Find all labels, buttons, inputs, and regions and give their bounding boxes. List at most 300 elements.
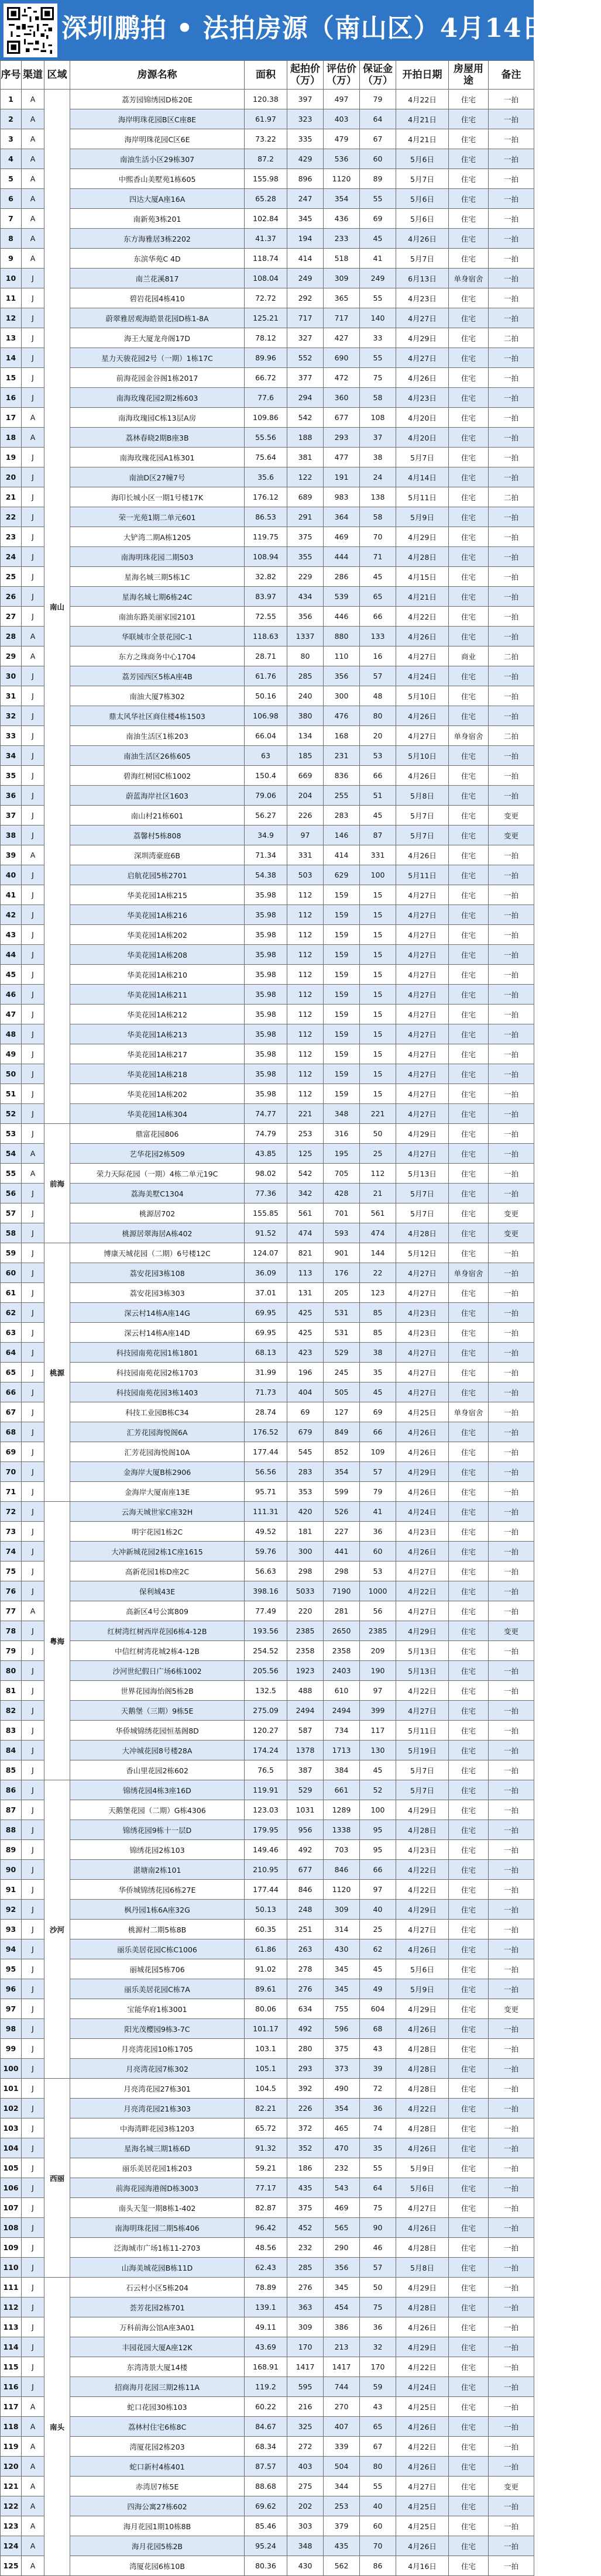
cell-area: 124.07 — [245, 1243, 287, 1263]
cell-auction-time: 4月27日 — [396, 1084, 449, 1104]
cell-index: 48 — [1, 1024, 22, 1044]
cell-deposit: 65 — [360, 587, 396, 607]
cell-appraisal: 526 — [324, 1502, 360, 1522]
cell-area: 66.04 — [245, 726, 287, 746]
cell-auction-time: 4月28日 — [396, 2059, 449, 2079]
cell-source: J — [22, 2258, 44, 2278]
cell-appraisal: 255 — [324, 786, 360, 806]
cell-area: 139.1 — [245, 2298, 287, 2317]
cell-remark: 一拍 — [489, 1164, 534, 1184]
cell-deposit: 72 — [360, 2079, 396, 2099]
cell-name: 万科前海公馆A座3A01 — [70, 2317, 245, 2337]
cell-deposit: 57 — [360, 2258, 396, 2278]
table-row — [1, 2099, 534, 2118]
cell-usage: 住宅 — [449, 985, 489, 1005]
table-row — [1, 1522, 534, 1542]
cell-start-price: 492 — [287, 2019, 324, 2039]
cell-remark: 一拍 — [489, 527, 534, 547]
cell-deposit: 74 — [360, 2118, 396, 2138]
cell-index: 2 — [1, 109, 22, 129]
cell-name: 星海名城三期5栋1C — [70, 567, 245, 587]
cell-remark: 一拍 — [489, 1184, 534, 1203]
col-header-usage: 房屋用途 — [449, 61, 489, 90]
cell-source: J — [22, 567, 44, 587]
cell-deposit: 79 — [360, 1482, 396, 1502]
table-row — [1, 507, 534, 527]
cell-usage: 住宅 — [449, 1661, 489, 1681]
cell-auction-time: 4月23日 — [396, 1323, 449, 1343]
cell-index: 49 — [1, 1044, 22, 1064]
cell-appraisal: 436 — [324, 209, 360, 229]
cell-start-price: 348 — [287, 2536, 324, 2556]
cell-index: 16 — [1, 388, 22, 408]
cell-area: 96.42 — [245, 2218, 287, 2238]
cell-area: 80.06 — [245, 1999, 287, 2019]
cell-area: 59.76 — [245, 1542, 287, 1562]
cell-name: 华美花园1A栋218 — [70, 1064, 245, 1084]
table-row — [1, 965, 534, 985]
cell-auction-time: 5月13日 — [396, 1641, 449, 1661]
cell-start-price: 186 — [287, 2158, 324, 2178]
cell-remark: 一拍 — [489, 448, 534, 467]
cell-deposit: 15 — [360, 1064, 396, 1084]
cell-remark: 一拍 — [489, 169, 534, 189]
cell-start-price: 202 — [287, 2496, 324, 2516]
cell-deposit: 45 — [360, 567, 396, 587]
cell-usage: 商业 — [449, 646, 489, 666]
cell-start-price: 112 — [287, 925, 324, 945]
cell-appraisal: 441 — [324, 1542, 360, 1562]
cell-source: J — [22, 527, 44, 547]
cell-usage: 住宅 — [449, 1223, 489, 1243]
cell-name: 保利城43E — [70, 1581, 245, 1601]
cell-remark: 一拍 — [489, 348, 534, 368]
cell-name: 南海玫瑰园C栋13层A房 — [70, 408, 245, 428]
cell-usage: 住宅 — [449, 806, 489, 826]
cell-name: 锦绣花园9栋十一层D — [70, 1820, 245, 1840]
cell-index: 86 — [1, 1780, 22, 1800]
table-row — [1, 1979, 534, 1999]
cell-name: 南油大厦7栋302 — [70, 686, 245, 706]
cell-deposit: 561 — [360, 1203, 396, 1223]
cell-auction-time: 4月28日 — [396, 2298, 449, 2317]
cell-auction-time: 4月26日 — [396, 2457, 449, 2477]
cell-remark: 一拍 — [489, 2437, 534, 2457]
table-row — [1, 2377, 534, 2397]
cell-appraisal: 360 — [324, 388, 360, 408]
cell-deposit: 46 — [360, 2238, 396, 2258]
cell-usage: 住宅 — [449, 2397, 489, 2417]
cell-auction-time: 4月27日 — [396, 1363, 449, 1382]
table-row — [1, 1084, 534, 1104]
cell-area: 56.63 — [245, 1562, 287, 1581]
cell-index: 83 — [1, 1721, 22, 1741]
cell-remark: 一拍 — [489, 965, 534, 985]
cell-source: J — [22, 2138, 44, 2158]
cell-district: 前海 — [44, 1124, 70, 1243]
cell-auction-time: 4月26日 — [396, 2317, 449, 2337]
cell-usage: 住宅 — [449, 368, 489, 388]
cell-source: J — [22, 1223, 44, 1243]
cell-index: 84 — [1, 1741, 22, 1760]
cell-usage: 住宅 — [449, 1900, 489, 1920]
cell-usage: 住宅 — [449, 507, 489, 527]
table-row — [1, 2556, 534, 2576]
cell-name: 启航花园5栋2701 — [70, 865, 245, 885]
cell-remark: 二拍 — [489, 328, 534, 348]
cell-remark: 一拍 — [489, 945, 534, 965]
cell-area: 89.96 — [245, 348, 287, 368]
cell-area: 193.56 — [245, 1621, 287, 1641]
cell-auction-time: 4月25日 — [396, 2516, 449, 2536]
cell-start-price: 452 — [287, 2218, 324, 2238]
cell-auction-time: 4月14日 — [396, 467, 449, 487]
cell-index: 102 — [1, 2099, 22, 2118]
table-row — [1, 368, 534, 388]
cell-deposit: 22 — [360, 1263, 396, 1283]
cell-area: 37.01 — [245, 1283, 287, 1303]
cell-area: 72.55 — [245, 607, 287, 627]
cell-index: 75 — [1, 1562, 22, 1581]
cell-index: 58 — [1, 1223, 22, 1243]
table-row — [1, 1442, 534, 1462]
cell-deposit: 50 — [360, 1124, 396, 1144]
cell-name: 中海湾畔花园3栋1203 — [70, 2118, 245, 2138]
cell-appraisal: 231 — [324, 746, 360, 766]
cell-start-price: 1337 — [287, 627, 324, 646]
cell-index: 33 — [1, 726, 22, 746]
cell-index: 111 — [1, 2278, 22, 2298]
cell-usage: 住宅 — [449, 2138, 489, 2158]
cell-index: 92 — [1, 1900, 22, 1920]
cell-deposit: 100 — [360, 1800, 396, 1820]
cell-index: 80 — [1, 1661, 22, 1681]
cell-start-price: 134 — [287, 726, 324, 746]
cell-deposit: 36 — [360, 2099, 396, 2118]
cell-deposit: 51 — [360, 786, 396, 806]
cell-remark: 一拍 — [489, 1979, 534, 1999]
cell-deposit: 49 — [360, 1979, 396, 1999]
cell-appraisal: 717 — [324, 308, 360, 328]
cell-area: 83.97 — [245, 587, 287, 607]
cell-start-price: 392 — [287, 2079, 324, 2099]
cell-auction-time: 5月6日 — [396, 2178, 449, 2198]
table-row — [1, 2457, 534, 2477]
cell-deposit: 15 — [360, 885, 396, 905]
cell-area: 74.79 — [245, 1124, 287, 1144]
cell-usage: 住宅 — [449, 2278, 489, 2298]
cell-usage: 住宅 — [449, 1681, 489, 1701]
cell-area: 95.71 — [245, 1482, 287, 1502]
cell-appraisal: 146 — [324, 826, 360, 845]
cell-source: J — [22, 368, 44, 388]
cell-appraisal: 2358 — [324, 1641, 360, 1661]
cell-index: 35 — [1, 766, 22, 786]
cell-remark: 一拍 — [489, 547, 534, 567]
cell-start-price: 1923 — [287, 1661, 324, 1681]
cell-source: J — [22, 1780, 44, 1800]
cell-area: 50.13 — [245, 1900, 287, 1920]
cell-appraisal: 880 — [324, 627, 360, 646]
cell-area: 61.86 — [245, 1939, 287, 1959]
cell-remark: 一拍 — [489, 885, 534, 905]
cell-auction-time: 4月27日 — [396, 1601, 449, 1621]
cell-remark: 一拍 — [489, 786, 534, 806]
cell-auction-time: 4月29日 — [396, 1999, 449, 2019]
cell-usage: 住宅 — [449, 308, 489, 328]
cell-index: 20 — [1, 467, 22, 487]
cell-auction-time: 4月21日 — [396, 109, 449, 129]
cell-remark: 一拍 — [489, 1959, 534, 1979]
cell-remark: 一拍 — [489, 567, 534, 587]
cell-index: 94 — [1, 1939, 22, 1959]
cell-usage: 住宅 — [449, 885, 489, 905]
table-row — [1, 985, 534, 1005]
cell-index: 82 — [1, 1701, 22, 1721]
cell-index: 4 — [1, 149, 22, 169]
cell-auction-time: 5月11日 — [396, 487, 449, 507]
cell-source: J — [22, 1661, 44, 1681]
cell-deposit: 25 — [360, 1920, 396, 1939]
cell-usage: 住宅 — [449, 1323, 489, 1343]
cell-source: J — [22, 2298, 44, 2317]
table-row — [1, 1382, 534, 1402]
cell-deposit: 45 — [360, 229, 396, 249]
cell-auction-time: 4月21日 — [396, 587, 449, 607]
cell-index: 32 — [1, 706, 22, 726]
cell-source: J — [22, 1343, 44, 1363]
cell-name: 汇芳花园海悦阁6A — [70, 1422, 245, 1442]
cell-name: 东方海雅居3栋2202 — [70, 229, 245, 249]
property-table — [0, 60, 534, 2576]
cell-source: J — [22, 2099, 44, 2118]
cell-deposit: 43 — [360, 2039, 396, 2059]
cell-deposit: 117 — [360, 1721, 396, 1741]
cell-start-price: 216 — [287, 2397, 324, 2417]
cell-usage: 住宅 — [449, 1741, 489, 1760]
cell-source: J — [22, 587, 44, 607]
cell-index: 7 — [1, 209, 22, 229]
cell-source: J — [22, 328, 44, 348]
cell-appraisal: 191 — [324, 467, 360, 487]
cell-name: 明宇花园1栋2C — [70, 1522, 245, 1542]
table-row — [1, 2477, 534, 2496]
cell-start-price: 542 — [287, 408, 324, 428]
cell-source: A — [22, 2417, 44, 2437]
cell-index: 124 — [1, 2536, 22, 2556]
cell-remark: 一拍 — [489, 905, 534, 925]
cell-area: 75.64 — [245, 448, 287, 467]
cell-name: 东湾湾景大厦14楼 — [70, 2357, 245, 2377]
cell-area: 35.98 — [245, 1005, 287, 1024]
cell-usage: 住宅 — [449, 1840, 489, 1860]
cell-appraisal: 159 — [324, 925, 360, 945]
cell-auction-time: 4月26日 — [396, 706, 449, 726]
cell-start-price: 896 — [287, 169, 324, 189]
cell-deposit: 221 — [360, 1104, 396, 1124]
cell-usage: 住宅 — [449, 288, 489, 308]
cell-area: 91.52 — [245, 1223, 287, 1243]
cell-name: 蛇口花园30栋103 — [70, 2397, 245, 2417]
cell-remark: 一拍 — [489, 1323, 534, 1343]
cell-name: 华侨城锦绣花园6栋27E — [70, 1880, 245, 1900]
cell-remark: 一拍 — [489, 2357, 534, 2377]
cell-usage: 住宅 — [449, 1243, 489, 1263]
cell-usage: 住宅 — [449, 786, 489, 806]
cell-deposit: 16 — [360, 646, 396, 666]
cell-usage: 住宅 — [449, 1701, 489, 1721]
cell-usage: 住宅 — [449, 746, 489, 766]
cell-area: 87.57 — [245, 2457, 287, 2477]
cell-index: 56 — [1, 1184, 22, 1203]
cell-appraisal: 375 — [324, 2039, 360, 2059]
cell-appraisal: 836 — [324, 766, 360, 786]
cell-name: 湾厦花园2栋203 — [70, 2437, 245, 2457]
cell-deposit: 130 — [360, 1741, 396, 1760]
cell-index: 96 — [1, 1979, 22, 1999]
cell-remark: 一拍 — [489, 2079, 534, 2099]
cell-name: 南油生活小区29栋307 — [70, 149, 245, 169]
cell-source: J — [22, 487, 44, 507]
table-row — [1, 1243, 534, 1263]
cell-name: 华美花园1A栋202 — [70, 1084, 245, 1104]
cell-appraisal: 364 — [324, 507, 360, 527]
cell-index: 18 — [1, 428, 22, 448]
cell-area: 60.22 — [245, 2397, 287, 2417]
table-row — [1, 2258, 534, 2278]
cell-area: 95.24 — [245, 2536, 287, 2556]
cell-area: 35.98 — [245, 985, 287, 1005]
cell-name: 大冲新城花园2栋1C座1615 — [70, 1542, 245, 1562]
cell-usage: 住宅 — [449, 2477, 489, 2496]
cell-district: 南头 — [44, 2278, 70, 2576]
cell-source: J — [22, 1402, 44, 1422]
cell-source: J — [22, 388, 44, 408]
cell-start-price: 112 — [287, 965, 324, 985]
cell-remark: 一拍 — [489, 1482, 534, 1502]
cell-source: J — [22, 1323, 44, 1343]
cell-remark: 变更 — [489, 806, 534, 826]
table-row — [1, 1482, 534, 1502]
cell-source: J — [22, 1104, 44, 1124]
cell-remark: 一拍 — [489, 2417, 534, 2437]
cell-source: J — [22, 1840, 44, 1860]
cell-start-price: 220 — [287, 1601, 324, 1621]
cell-source: J — [22, 1124, 44, 1144]
cell-auction-time: 5月7日 — [396, 1760, 449, 1780]
cell-deposit: 60 — [360, 1542, 396, 1562]
cell-start-price: 112 — [287, 905, 324, 925]
cell-appraisal: 1713 — [324, 1741, 360, 1760]
cell-remark: 变更 — [489, 2477, 534, 2496]
cell-remark: 一拍 — [489, 746, 534, 766]
cell-auction-time: 4月24日 — [396, 2377, 449, 2397]
cell-appraisal: 983 — [324, 487, 360, 507]
cell-deposit: 15 — [360, 1084, 396, 1104]
cell-auction-time: 5月6日 — [396, 209, 449, 229]
cell-source: J — [22, 547, 44, 567]
cell-index: 3 — [1, 129, 22, 149]
cell-index: 30 — [1, 666, 22, 686]
cell-remark: 变更 — [489, 826, 534, 845]
cell-source: A — [22, 249, 44, 269]
cell-deposit: 43 — [360, 2397, 396, 2417]
cell-auction-time: 4月22日 — [396, 1681, 449, 1701]
table-row — [1, 2496, 534, 2516]
cell-remark: 一拍 — [489, 2377, 534, 2397]
cell-deposit: 66 — [360, 1860, 396, 1880]
cell-remark: 一拍 — [489, 1840, 534, 1860]
cell-deposit: 133 — [360, 627, 396, 646]
cell-start-price: 309 — [287, 2317, 324, 2337]
cell-name: 南海明珠花园二期503 — [70, 547, 245, 567]
cell-name: 博康天城花园（二期）6号楼12C — [70, 1243, 245, 1263]
cell-auction-time: 4月28日 — [396, 2238, 449, 2258]
cell-auction-time: 5月9日 — [396, 1979, 449, 1999]
cell-area: 119.2 — [245, 2377, 287, 2397]
cell-name: 荔海美墅C1304 — [70, 1184, 245, 1203]
cell-remark: 一拍 — [489, 2178, 534, 2198]
cell-appraisal: 110 — [324, 646, 360, 666]
cell-name: 南兰花溪817 — [70, 269, 245, 288]
cell-deposit: 138 — [360, 487, 396, 507]
table-row — [1, 2158, 534, 2178]
cell-auction-time: 4月27日 — [396, 1382, 449, 1402]
cell-start-price: 112 — [287, 885, 324, 905]
cell-name: 华美花园1A栋210 — [70, 965, 245, 985]
cell-usage: 住宅 — [449, 448, 489, 467]
cell-name: 丽乐美居花园C栋7A — [70, 1979, 245, 1999]
cell-usage: 住宅 — [449, 2377, 489, 2397]
cell-remark: 一拍 — [489, 189, 534, 209]
cell-deposit: 48 — [360, 686, 396, 706]
table-row — [1, 1422, 534, 1442]
cell-appraisal: 2494 — [324, 1701, 360, 1721]
cell-usage: 住宅 — [449, 2536, 489, 2556]
cell-deposit: 69 — [360, 209, 396, 229]
cell-appraisal: 356 — [324, 666, 360, 686]
cell-usage: 住宅 — [449, 2158, 489, 2178]
cell-remark: 一拍 — [489, 1144, 534, 1164]
cell-source: J — [22, 865, 44, 885]
cell-remark: 一拍 — [489, 249, 534, 269]
cell-start-price: 821 — [287, 1243, 324, 1263]
cell-deposit: 21 — [360, 1184, 396, 1203]
cell-name: 泛海城市广场1栋11-2703 — [70, 2238, 245, 2258]
cell-remark: 一拍 — [489, 1920, 534, 1939]
cell-usage: 住宅 — [449, 2099, 489, 2118]
cell-usage: 住宅 — [449, 1084, 489, 1104]
cell-usage: 住宅 — [449, 2258, 489, 2278]
table-row — [1, 109, 534, 129]
cell-area: 35.98 — [245, 945, 287, 965]
table-row — [1, 308, 534, 328]
cell-name: 鼎太风华社区商住楼4栋1503 — [70, 706, 245, 726]
cell-auction-time: 4月29日 — [396, 328, 449, 348]
cell-remark: 一拍 — [489, 925, 534, 945]
cell-usage: 住宅 — [449, 2039, 489, 2059]
cell-remark: 一拍 — [489, 845, 534, 865]
table-row — [1, 945, 534, 965]
cell-index: 47 — [1, 1005, 22, 1024]
cell-deposit: 123 — [360, 1283, 396, 1303]
cell-auction-time: 4月29日 — [396, 1900, 449, 1920]
cell-deposit: 32 — [360, 2337, 396, 2357]
cell-start-price: 342 — [287, 1184, 324, 1203]
cell-index: 109 — [1, 2238, 22, 2258]
cell-name: 华美花园1A栋212 — [70, 1005, 245, 1024]
cell-start-price: 125 — [287, 1144, 324, 1164]
